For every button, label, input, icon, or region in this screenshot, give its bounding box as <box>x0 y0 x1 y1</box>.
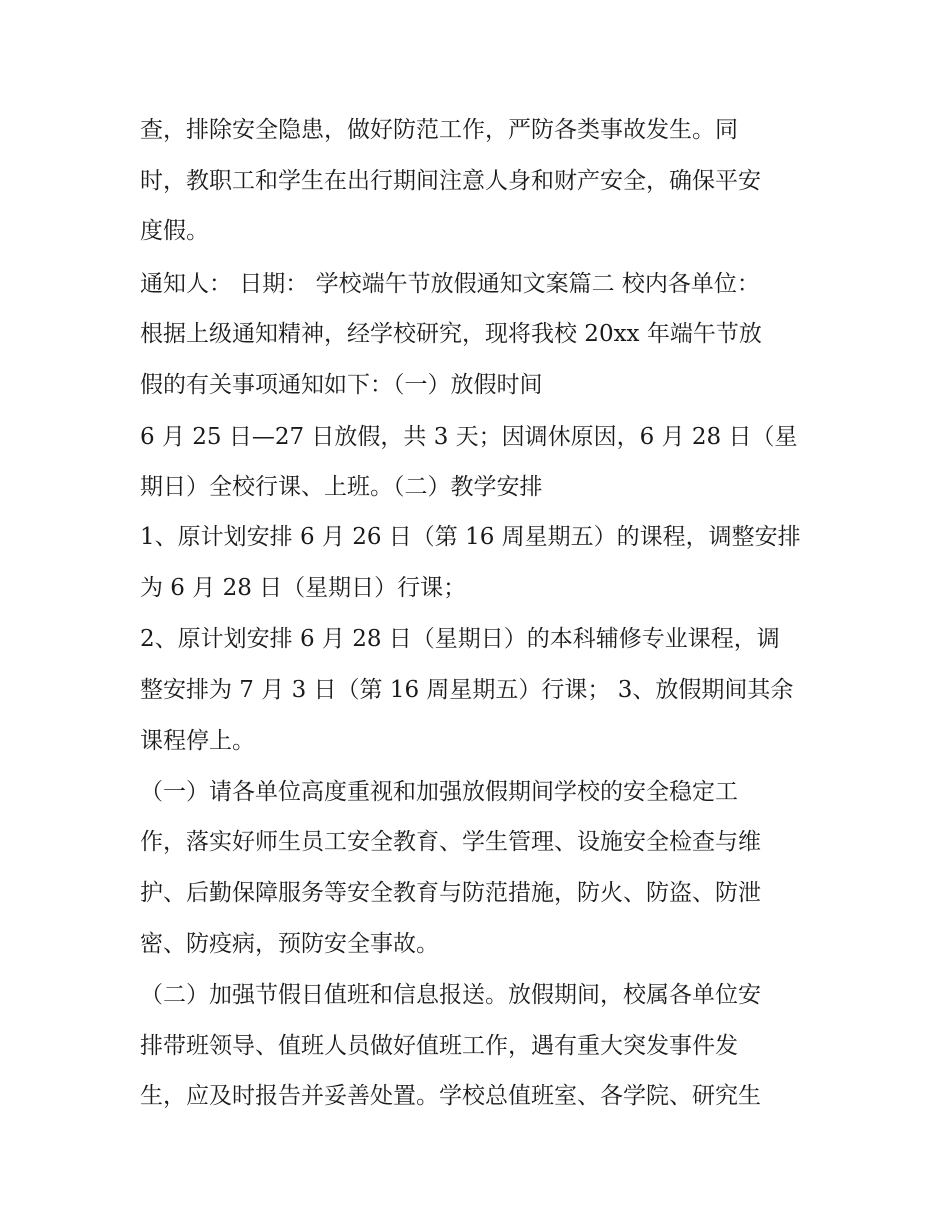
text-line: 假的有关事项通知如下：（一）放假时间 <box>140 372 543 398</box>
text-line: 护、后勤保障服务等安全教育与防范措施，防火、防盗、防泄 <box>140 880 761 906</box>
text-line: 2、原计划安排 6 月 28 日（星期日）的本科辅修专业课程，调 <box>140 626 780 652</box>
text-line: 课程停上。 <box>140 728 255 754</box>
text-line: 1、原计划安排 6 月 26 日（第 16 周星期五）的课程，调整安排 <box>140 524 801 550</box>
text-line: 通知人： 日期： 学校端午节放假通知文案篇二 校内各单位： <box>140 271 760 297</box>
text-line: 根据上级通知精神，经学校研究，现将我校 20xx 年端午节放 <box>140 321 762 347</box>
text-line: 整安排为 7 月 3 日（第 16 周星期五）行课； 3、放假期间其余 <box>140 677 794 703</box>
text-line: 排带班领导、值班人员做好值班工作，遇有重大突发事件发 <box>140 1033 738 1059</box>
text-line: 密、防疫病，预防安全事故。 <box>140 931 439 957</box>
text-line: （二）加强节假日值班和信息报送。放假期间，校属各单位安 <box>140 982 761 1008</box>
text-line: 度假。 <box>140 218 209 244</box>
text-line: 查，排除安全隐患，做好防范工作，严防各类事故发生。同 <box>140 117 738 143</box>
text-line: 6 月 25 日—27 日放假，共 3 天；因调休原因，6 月 28 日（星 <box>140 424 798 450</box>
text-line: 期日）全校行课、上班。（二）教学安排 <box>140 474 543 500</box>
text-line: 作，落实好师生员工安全教育、学生管理、设施安全检查与维 <box>140 829 761 855</box>
text-line: 为 6 月 28 日（星期日）行课； <box>140 575 467 601</box>
text-line: （一）请各单位高度重视和加强放假期间学校的安全稳定工 <box>140 779 738 805</box>
text-line: 时，教职工和学生在出行期间注意人身和财产安全，确保平安 <box>140 168 761 194</box>
text-line: 生，应及时报告并妥善处置。学校总值班室、各学院、研究生 <box>140 1083 761 1109</box>
